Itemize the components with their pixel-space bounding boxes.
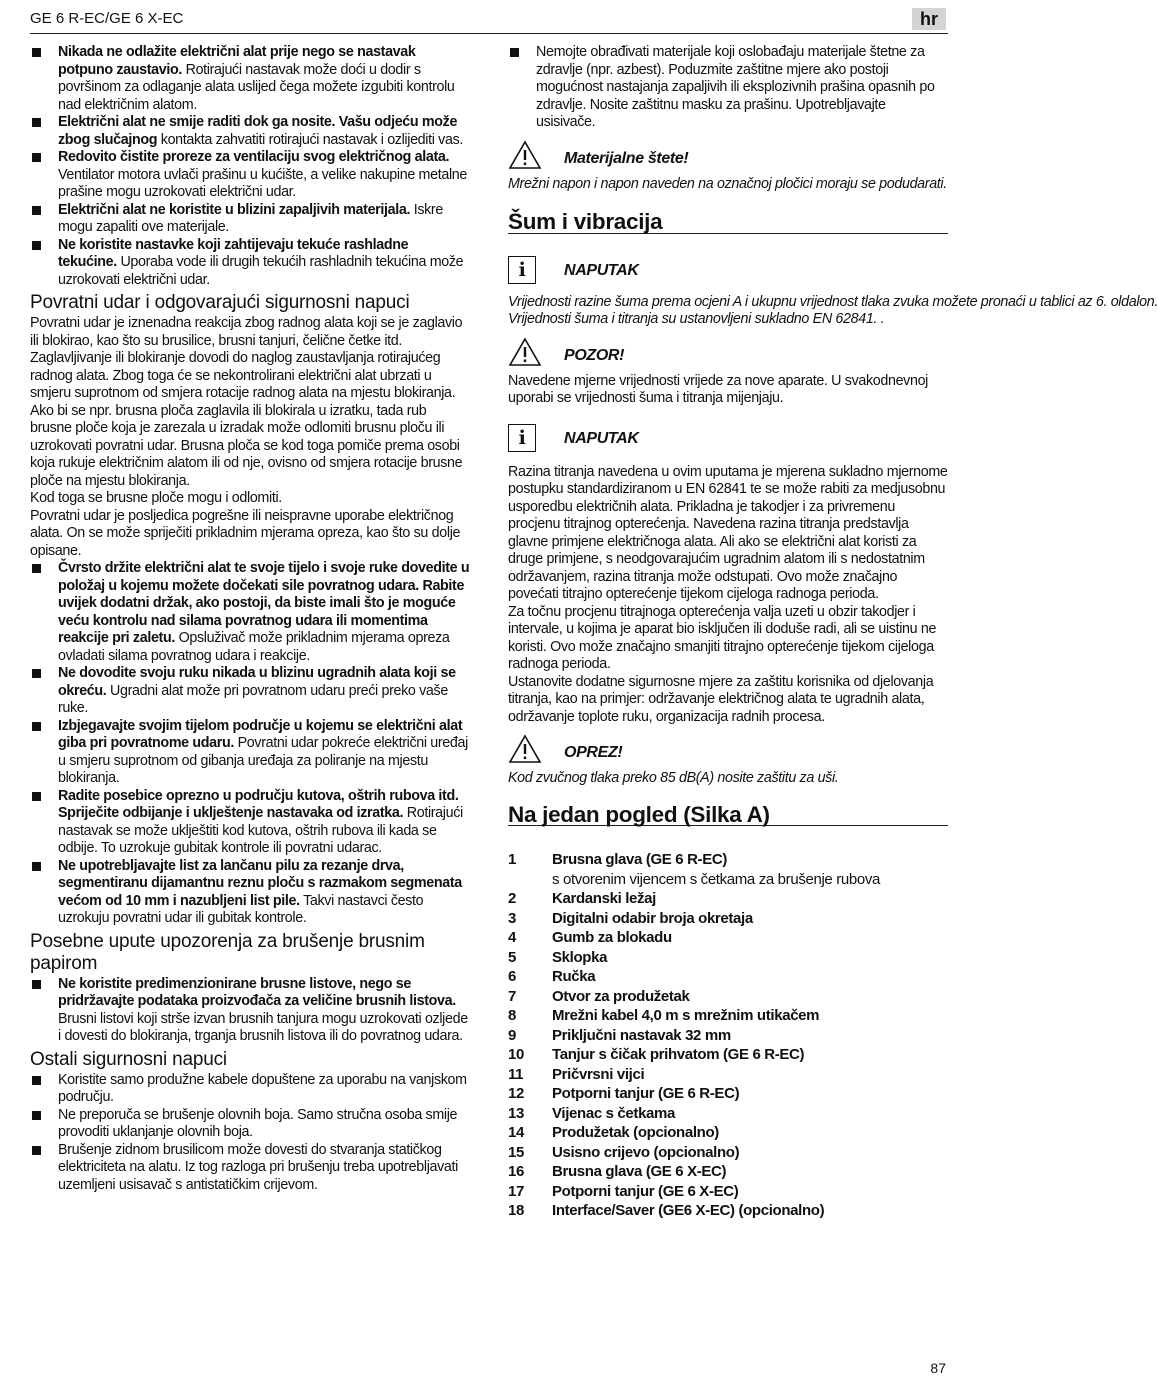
list-item-label: Brusna glava (GE 6 X-EC) — [552, 1163, 727, 1180]
list-item-number: 12 — [508, 1085, 524, 1102]
list-item-label: Potporni tanjur (GE 6 X-EC) — [552, 1182, 739, 1200]
warning-triangle-icon — [508, 337, 542, 367]
list-item-label: Sklopka — [552, 948, 608, 966]
warning-label: Materijalne štete! — [564, 149, 689, 167]
paragraph: Kod toga se brusne ploče mogu i odlomiti. — [30, 490, 282, 506]
bullet-item: Nikada ne odlažite električni alat prije nego se nastavak potpuno zaustavio. Rotirajući nastavak može doći u dodir s površinom za odlaganje alata uslijed čega možete izgubiti kontrolu nad električnim alatom. — [30, 44, 470, 114]
bullet-item: Ne preporuča se brušenje olovnih boja. Samo stručna osoba smije provoditi uklanjanje olovnih boja. — [30, 1107, 470, 1142]
info-notice — [508, 256, 948, 296]
bullet-item: Izbjegavajte svojim tijelom područje u kojemu se električni alat giba pri povratnome udaru. Povratni udar pokreće električni uređaj u smjeru suprotnom od gibanja uređaja za poliranje na mjestu blokiranja. — [30, 718, 470, 788]
bullet-item: Ne koristite predimenzionirane brusne listove, nego se pridržavajte podataka proizvođača za veličine brusnih listova. Brusni listovi koji strše izvan brusnih tanjura mogu uzrokovati ozljede i dovesti do blokiranja, trganja brusnih listova ili do povratnog udara. — [30, 976, 470, 1046]
list-item-number: 10 — [508, 1046, 524, 1063]
list-item-label: Kardanski ležaj — [552, 890, 656, 907]
list-item-label: Otvor za produžetak — [552, 987, 690, 1005]
list-item-number: 7 — [508, 987, 516, 1005]
list-item-label: Usisno crijevo (opcionalno) — [552, 1143, 740, 1161]
bullet-item: Nemojte obrađivati materijale koji oslobađaju materijale štetne za zdravlje (npr. azbest). Poduzmite zaštitne mjere ako postoji mogućnost nastajanja zapaljivih ili eksplozivnih prašina opasnih po zdravlje. Nosite zaštitnu masku za prašinu. Upotrebljavajte usisivače. — [508, 44, 948, 132]
section-heading-kickback: Povratni udar i odgovarajući sigurnosni napuci — [30, 292, 410, 313]
list-item-label: Interface/Saver (GE6 X-EC) (opcionalno) — [552, 1202, 825, 1219]
paragraph: Za točnu procjenu titrajnoga opterećenja valja uzeti u obzir takodjer i intervale, u kojima je aparat bio isključen ili doduše radi, ali se uistinu ne koristi. Ovo može značajno smanjiti titrajno opterećenje tijekom cijeloga radnoga perioda. — [508, 603, 937, 672]
header-title: GE 6 R-EC/GE 6 X-EC — [30, 10, 184, 27]
bullet-item: Koristite samo produžne kabele dopuštene za uporabu na vanjskom području. — [30, 1072, 470, 1107]
language-badge: hr — [912, 8, 946, 30]
list-item-label: Priključni nastavak 32 mm — [552, 1026, 731, 1044]
caution-label: POZOR! — [564, 346, 625, 364]
list-item-label: Brusna glava (GE 6 R-EC) — [552, 851, 727, 868]
list-item-label: Vijenac s četkama — [552, 1104, 676, 1122]
left-column — [30, 44, 470, 1194]
list-item-number: 18 — [508, 1202, 524, 1219]
list-item-number: 4 — [508, 929, 516, 946]
bullet-item: Ne koristite nastavke koji zahtijevaju tekuće rashladne tekućine. Uporaba vode ili drugih tekućih rashladnih tekućina može uzrokovati električni udar. — [30, 237, 470, 290]
caution-notice — [508, 734, 948, 770]
list-item-number: 9 — [508, 1026, 516, 1044]
list-item-label: Gumb za blokadu — [552, 929, 672, 946]
section-heading-other-safety: Ostali sigurnosni napuci — [30, 1048, 227, 1070]
caution-label: OPREZ! — [564, 744, 623, 761]
bullet-item: Radite posebice oprezno u području kutova, oštrih rubova itd. Spriječite odbijanje i uklještenje nastavaka od izratka. Rotirajući nastavak se može uklještiti kod kutova, oštrih rubova ili kada se odbije. To uzrokuje gubitak kontrole ili povratni udarac. — [30, 788, 470, 858]
paragraph: Ustanovite dodatne sigurnosne mjere za zaštitu korisnika od djelovanja titranja, kao na primjer: održavanje električnog alata te ugradnih alata, održavanje toplote ruku, organizacija radnih procesa. — [508, 673, 934, 725]
warning-notice — [508, 140, 948, 176]
warning-triangle-icon — [508, 140, 542, 170]
section-heading-overview: Na jedan pogled (Silka A) — [508, 801, 770, 827]
list-item-number: 1 — [508, 851, 516, 868]
bullet-item: Ne dovodite svoju ruku nikada u blizinu ugradnih alata koji se okreću. Ugradni alat može pri povratnom udaru preći preko vaše ruke. — [30, 665, 470, 718]
right-column — [508, 44, 1158, 1221]
paragraph: Povratni udar je posljedica pogrešne ili neispravne uporabe električnog alata. On se može spriječiti prikladnim mjerama opreza, kao što su dolje opisane. — [30, 507, 461, 559]
section-heading-noise: Šum i vibracija — [508, 209, 663, 234]
info-icon: i — [508, 424, 536, 452]
caution-text: Kod zvučnog tlaka preko 85 dB(A) nosite zaštitu za uši. — [508, 770, 839, 786]
list-item-label: Potporni tanjur (GE 6 R-EC) — [552, 1085, 740, 1102]
info-label: NAPUTAK — [564, 429, 639, 447]
page-header — [30, 8, 948, 32]
list-item-number: 3 — [508, 909, 516, 927]
info-label: NAPUTAK — [564, 261, 639, 279]
list-item-number: 11 — [508, 1065, 524, 1083]
list-item-label: Tanjur s čičak prihvatom (GE 6 R-EC) — [552, 1046, 805, 1063]
info-text: Vrijednosti razine šuma prema ocjeni A i ukupnu vrijednost tlaka zvuka možete pronaći u tablici az 6. oldalon. — [508, 293, 1158, 310]
list-item-label: Ručka — [552, 968, 596, 985]
paragraph: Razina titranja navedena u ovim uputama je mjerena sukladno mjernome postupku standardiziranom u EN 62841 te se može rabiti za medjusobnu usporedbu električnih alata. Prikladna je takodjer i za privremenu procjenu titrajnog opterećenja. Navedena razina titranja predstavlja glavne primjene električnoga alata. Ali ako se električni alat koristi za druge primjene, s neodgovarajućim ugradnim alatom ili s nedostatnim održavanjem, razina titranja može odstupati. Ovo može značajno povećati titrajno opterećenje tijekom cijeloga radnoga perioda. — [508, 463, 948, 602]
caution-text: Navedene mjerne vrijednosti vrijede za nove aparate. U svakodnevnoj uporabi se vrijednosti šuma i titranja mijenjaju. — [508, 372, 929, 406]
bullet-item: Čvrsto držite električni alat te svoje tijelo i svoje ruke dovedite u položaj u kojemu možete dočekati sile povratnog udara. Rabite uvijek dodatni držak, ako postoji, da biste imali što je moguće veću kontrolu nad silama povratnog udara ili momentima reakcije pri zaletu. Opsluživač može prikladnim mjerama opreza ovladati silama povratnog udara i reakcije. — [30, 560, 470, 665]
bullet-item: Redovito čistite proreze za ventilaciju svog električnog alata. Ventilator motora uvlači prašinu u kućište, a velike nakupine metalne prašine mogu uzrokovati električni udar. — [30, 149, 470, 202]
page-number: 87 — [930, 1360, 946, 1376]
bullet-item: Električni alat ne smije raditi dok ga nosite. Vašu odjeću može zbog slučajnog kontakta zahvatiti rotirajući nastavak i ozlijediti vas. — [30, 114, 470, 149]
list-item-number: 2 — [508, 890, 516, 907]
list-item-number: 15 — [508, 1143, 524, 1161]
warning-triangle-icon — [508, 734, 542, 764]
bullet-item: Brušenje zidnom brusilicom može dovesti do stvaranja statičkog elektriciteta na alatu. Iz tog razloga pri brušenju treba upotrebljavati uzemljeni usisavač s antistatičkim crijevom. — [30, 1142, 470, 1195]
list-item-number: 14 — [508, 1124, 524, 1141]
bullet-item: Ne upotrebljavajte list za lančanu pilu za rezanje drva, segmentiranu dijamantnu reznu ploču s razmakom segmenata većom od 10 mm i nazubljeni list pile. Takvi nastavci često uzrokuju povratni udar ili gubitak kontrole. — [30, 858, 470, 928]
list-item-label: Pričvrsni vijci — [552, 1065, 645, 1083]
paragraph: Povratni udar je iznenadna reakcija zbog radnog alata koji se je zaglavio ili blokirao, kao što su brusilice, brusni tanjuri, čelične četke itd. Zaglavljivanje ili blokiranje dovodi do naglog zaustavljanja rotirajućeg radnog alata. Zbog toga će se nekontrolirani električni alat ubrzati u smjeru suprotnom od smjera rotacije radnog alata na mjestu blokiranja. Ako bi se npr. brusna ploča zaglavila ili blokirala u izratku, tada rub brusne ploče koja je zarezala u izradak može odlomiti brusnu ploču ili uzrokovati povratni udar. Brusna ploča se kod toga pomiče prema osobi koja rukuje električnim alatom ili od nje, ovisno od smjera rotacije brusne ploče na mjestu blokiranja. — [30, 315, 463, 489]
list-item-number: 13 — [508, 1104, 524, 1122]
overview-list — [508, 850, 948, 1221]
header-divider — [30, 33, 948, 34]
section-heading-sanding-paper: Posebne upute upozorenja za brušenje brusnim papirom — [30, 930, 425, 974]
info-notice — [508, 424, 948, 464]
warning-text: Mrežni napon i napon naveden na označnoj pločici moraju se podudarati. — [508, 175, 947, 192]
list-item-number: 8 — [508, 1007, 516, 1024]
list-item-number: 6 — [508, 968, 516, 985]
bullet-item: Električni alat ne koristite u blizini zapaljivih materijala. Iskre mogu zapaliti ove materijale. — [30, 202, 470, 237]
list-item-number: 17 — [508, 1182, 524, 1200]
info-text: Vrijednosti šuma i titranja su ustanovljeni sukladno EN 62841. . — [508, 311, 885, 327]
list-item-label: Produžetak (opcionalno) — [552, 1124, 719, 1141]
info-icon: i — [508, 256, 536, 284]
list-item-number: 5 — [508, 948, 516, 966]
list-item-label: Mrežni kabel 4,0 m s mrežnim utikačem — [552, 1007, 820, 1024]
list-item-label: Digitalni odabir broja okretaja — [552, 909, 753, 927]
caution-notice — [508, 337, 948, 373]
list-item-number: 16 — [508, 1163, 524, 1180]
list-item-sublabel: s otvorenim vijencem s četkama za brušenje rubova — [552, 870, 881, 888]
